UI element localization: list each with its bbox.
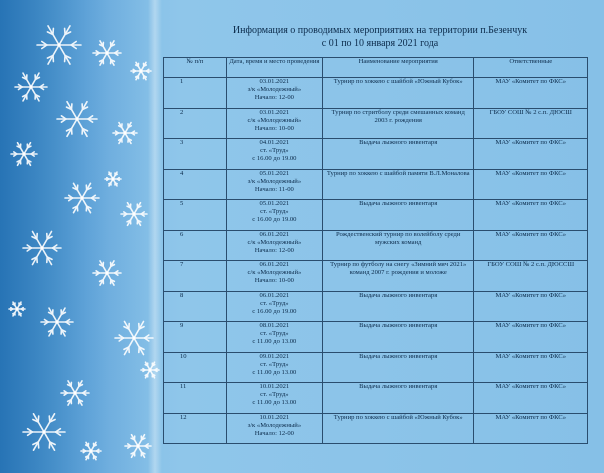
event-time: с 11.00 до 13.00 [252,368,297,376]
event-time: с 11.00 до 13.00 [252,338,297,345]
event-name-cell: Турнир по хоккею с шайбой «Южный Кубок» [322,78,474,109]
date-place-cell [226,413,322,444]
event-time: с 16.00 до 19.00 [252,216,297,223]
event-name-cell: Выдача лыжного инвентаря [322,322,474,353]
column-header-responsible: Ответственные [474,58,588,78]
snowflake-icon [120,200,148,233]
row-number-cell: 1 [164,78,227,109]
snowflake-icon [112,120,138,151]
responsible-cell: МАУ «Комитет по ФКС» [474,200,588,231]
snowflake-icon [22,410,66,459]
responsible-cell: МАУ «Комитет по ФКС» [474,78,588,109]
date-place-cell [226,169,322,200]
date-place-cell [226,383,322,414]
date-place-cell [226,139,322,170]
column-header-event: Наименование мероприятия [322,58,474,78]
row-number-cell: 9 [164,322,227,353]
date-place-cell [226,230,322,261]
event-name-cell: Выдача лыжного инвентаря [322,200,474,231]
snowflake-icon [10,140,38,173]
event-place: ст. «Труд» [260,147,289,154]
snowflake-icon [140,360,160,385]
date-place-cell [226,200,322,231]
table-row [164,108,588,139]
event-name-cell: Выдача лыжного инвентаря [322,139,474,170]
snowflake-icon [130,60,152,87]
snowflake-icon [56,98,98,145]
date-place-cell [226,352,322,383]
event-name-cell: Турнир по стритболу среди смешанных команд 2003 г. рождения [322,108,474,139]
event-date: 03.01.2021 [259,108,290,116]
event-name-cell: Выдача лыжного инвентаря [322,383,474,414]
event-name-cell: Турнир по хоккею с шайбой «Южный Кубок» [322,413,474,444]
table-row [164,230,588,261]
responsible-cell: МАУ «Комитет по ФКС» [474,139,588,170]
column-header-number: № п/п [164,58,227,78]
event-place: з/к «Молодежный» [247,86,302,93]
snowflake-icon [8,300,26,323]
row-number-cell: 4 [164,169,227,200]
responsible-cell: МАУ «Комитет по ФКС» [474,413,588,444]
event-time: Начало: 10-00 [254,277,294,284]
date-place-cell [226,322,322,353]
event-time: Начало: 11-00 [254,185,294,193]
table-row [164,200,588,231]
row-number-cell: 7 [164,261,227,292]
table-row [164,261,588,292]
event-place: ст. «Труд» [260,360,289,368]
event-date: 06.01.2021 [259,261,290,268]
event-name-cell: Турнир по хоккею с шайбой памяти В.Л.Моналова [322,169,474,200]
column-header-date: Дата, время и место проведения [226,58,322,78]
event-place: с/к «Молодежный» [247,269,302,276]
event-date: 10.01.2021 [259,383,290,390]
date-place-cell [226,78,322,109]
snowflake-icon [14,70,48,109]
event-date: 04.01.2021 [259,139,290,146]
events-table [163,57,588,444]
snowflake-icon [64,180,100,221]
event-place: ст. «Труд» [260,299,289,307]
row-number-cell: 11 [164,383,227,414]
row-number-cell: 3 [164,139,227,170]
event-place: ст. «Труд» [260,330,289,337]
responsible-cell: МАУ «Комитет по ФКС» [474,322,588,353]
snowflake-icon [114,318,154,363]
row-number-cell: 2 [164,108,227,139]
table-header-row [164,58,588,78]
responsible-cell: МАУ «Комитет по ФКС» [474,291,588,322]
row-number-cell: 8 [164,291,227,322]
event-place: з/к «Молодежный» [247,177,302,185]
row-number-cell: 10 [164,352,227,383]
event-date: 09.01.2021 [259,352,290,360]
responsible-cell: МАУ «Комитет по ФКС» [474,383,588,414]
title-line-2: с 01 по 10 января 2021 года [321,38,439,49]
row-number-cell: 6 [164,230,227,261]
snowflake-icon [80,440,102,467]
responsible-cell: ГБОУ СОШ № 2 с.п. ДЮСШ [474,108,588,139]
event-name-cell: Выдача лыжного инвентаря [322,291,474,322]
date-place-cell [226,291,322,322]
event-place: с/к «Молодежный» [247,238,302,246]
table-row [164,352,588,383]
page-title [160,24,600,50]
date-place-cell [226,108,322,139]
snowflake-icon [124,432,152,465]
event-place: з/к «Молодежный» [247,421,302,429]
event-name-cell: Рождественский турнир по волейболу среди мужских команд [322,230,474,261]
event-date: 05.01.2021 [259,169,290,177]
title-line-1: Информация о проводимых мероприятиях на территории п.Безенчук [232,25,528,36]
event-place: с/к «Молодежный» [247,116,302,124]
table-row [164,291,588,322]
event-date: 06.01.2021 [259,291,290,299]
snowflake-icon [104,170,122,193]
event-time: с 11.00 до 13.00 [252,399,297,406]
event-time: Начало: 12-00 [254,429,294,437]
table-row [164,78,588,109]
event-place: ст. «Труд» [260,391,289,398]
event-time: с 16.00 до 19.00 [252,155,297,162]
responsible-cell: МАУ «Комитет по ФКС» [474,169,588,200]
snowflake-icon [92,258,122,293]
table-row [164,169,588,200]
table-row [164,322,588,353]
event-date: 10.01.2021 [259,413,290,421]
responsible-cell: МАУ «Комитет по ФКС» [474,230,588,261]
date-place-cell [226,261,322,292]
snowflake-icon [22,228,62,273]
responsible-cell: МАУ «Комитет по ФКС» [474,352,588,383]
snowflake-icon [60,378,90,413]
snowflake-icon [36,22,82,73]
table-row [164,139,588,170]
event-date: 05.01.2021 [259,200,290,207]
snowflake-icon [92,38,122,73]
row-number-cell: 12 [164,413,227,444]
table-row [164,383,588,414]
event-name-cell: Турнир по футболу на снегу «Зимний мяч 2021» команд 2007 г. рождения и моложе [322,261,474,292]
table-row [164,413,588,444]
row-number-cell: 5 [164,200,227,231]
event-time: Начало: 12-00 [254,94,294,101]
event-date: 03.01.2021 [259,78,290,85]
event-time: с 16.00 до 19.00 [252,307,297,315]
responsible-cell: ГБОУ СОШ № 2 с.п. ДЮССШ [474,261,588,292]
event-name-cell: Выдача лыжного инвентаря [322,352,474,383]
event-time: Начало: 10-00 [254,124,294,132]
event-date: 08.01.2021 [259,322,290,329]
snowflake-icon [40,305,74,344]
event-date: 06.01.2021 [259,230,290,238]
event-place: ст. «Труд» [260,208,289,215]
event-time: Начало: 12-00 [254,246,294,254]
